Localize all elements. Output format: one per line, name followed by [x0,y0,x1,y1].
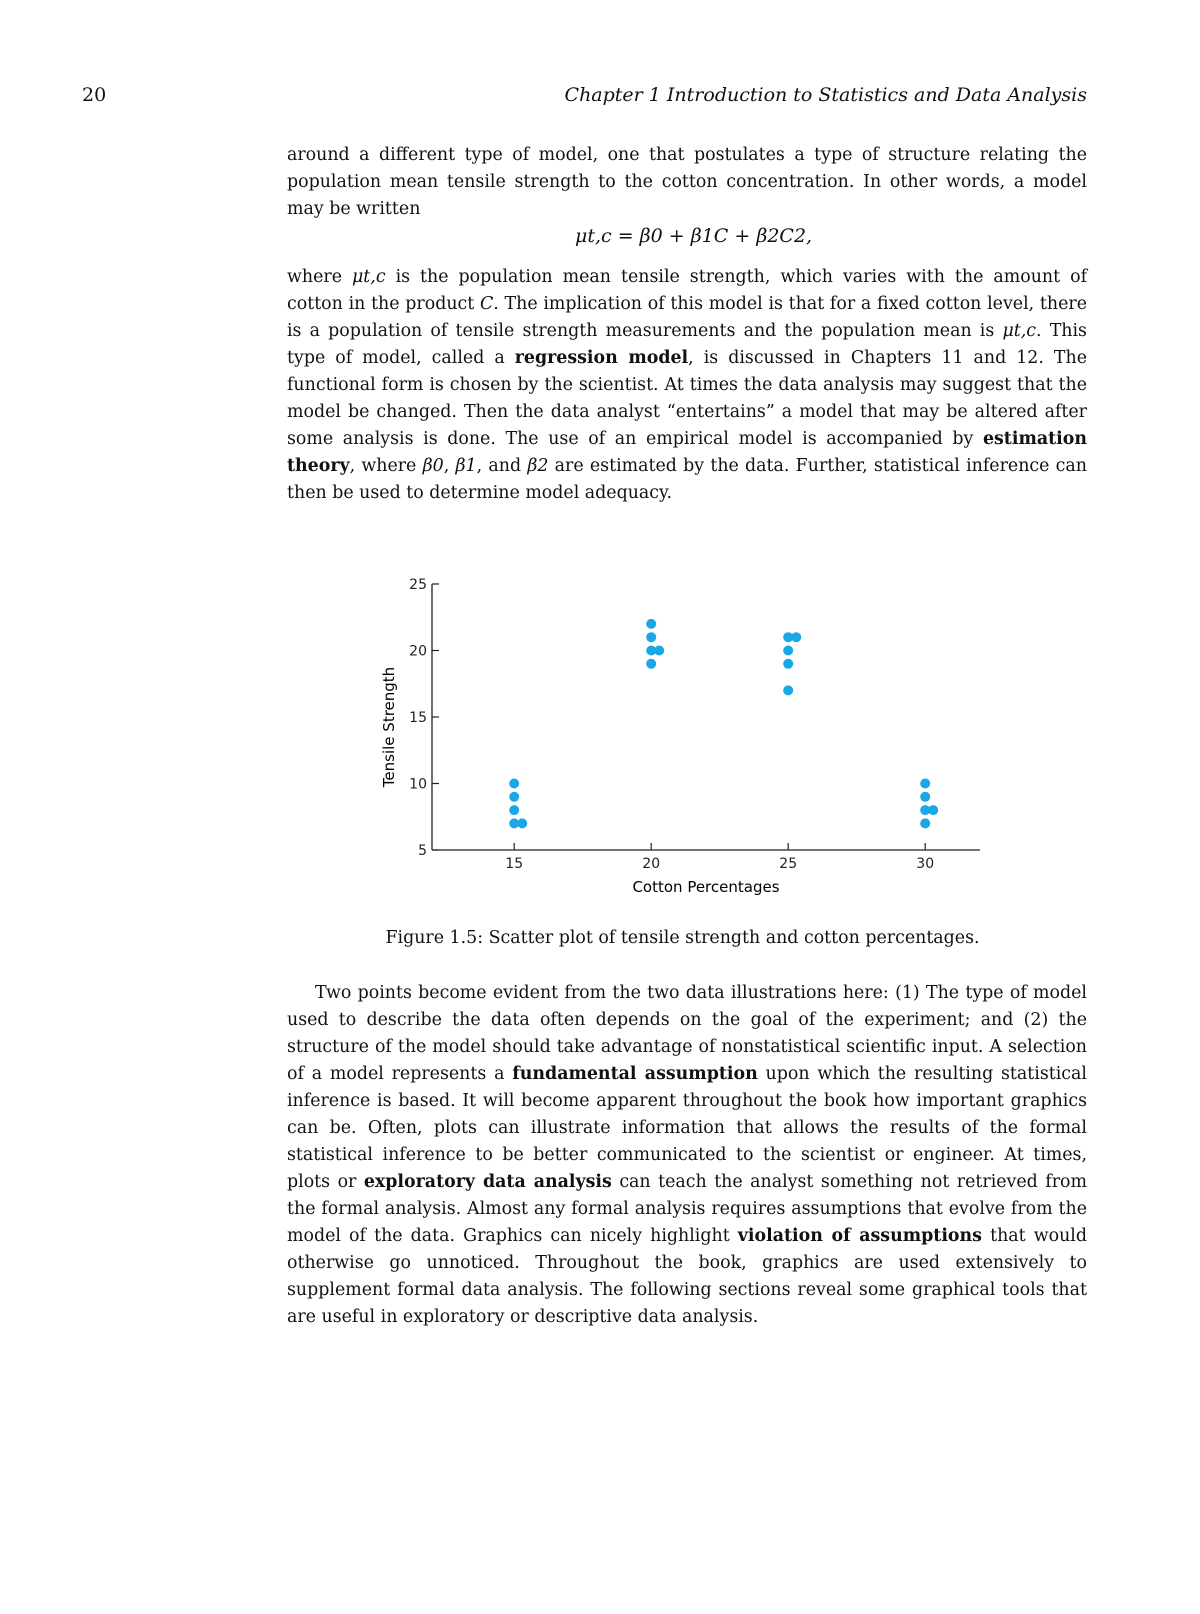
data-point [646,632,656,642]
term-violation-of-assumptions: violation of assumptions [737,1226,982,1246]
y-axis-label: Tensile Strength [380,666,398,788]
scatter-figure [380,570,1000,914]
data-point [791,632,801,642]
data-points [509,619,938,829]
y-tick-label: 25 [409,577,427,593]
p2-text: . The implication of this model is that for a fixed cotton level, there is a population of tensile strength measurements and the population mean is [287,294,1087,341]
y-tick-label: 15 [409,710,427,726]
y-tick-label: 5 [418,843,427,859]
p3-text: upon which the resulting statistical inference is based. It will become apparent throughout the book how important graphics can be. Often, plots can illustrate information that allows the results of the formal statistical inference to be better communicated to the scientist or engineer. At times, plots or [287,1064,1087,1192]
data-point [783,646,793,656]
data-point [783,659,793,669]
x-tick-label: 25 [779,856,798,872]
chapter-title: Chapter 1 Introduction to Statistics and Data Analysis [564,84,1087,106]
paragraph-intro: around a different type of model, one that postulates a type of structure relating the population mean tensile strength to the cotton concentration. In other words, a model may be written [287,145,1087,219]
x-tick-label: 30 [916,856,935,872]
scatter-plot [380,570,1000,910]
term-exploratory-data-analysis: exploratory data analysis [363,1172,612,1192]
math-mu: μt,c [352,267,386,287]
p2-text: , and [476,456,528,476]
p3-text: can teach the analyst something not retrieved from the formal analysis. Almost any formal analysis requires assumptions that evolve from the model of the data. Graphics can nicely highlight [287,1172,1088,1246]
p2-text: , is discussed in Chapters 11 and 12. The functional form is chosen by the scientist. At times the data analysis may suggest that the model be changed. Then the data analyst “entertains” a model that may be altered after some analysis is done. The use of an empirical model is accompanied by [287,348,1087,449]
p2-text: are estimated by the data. Further, statistical inference can then be used to determine model adequacy. [287,456,1087,503]
paragraph-model [287,264,1087,507]
term-fundamental-assumption: fundamental assumption [512,1064,758,1084]
data-point [509,792,519,802]
data-point [920,779,930,789]
p2-text: , [443,456,456,476]
x-tick-label: 20 [642,856,661,872]
y-tick-label: 10 [409,776,427,793]
p2-text: . This type of model, called a [287,321,1087,368]
math-beta0: β0 [422,456,444,476]
axes [409,577,980,872]
math-c: C [479,294,494,314]
x-tick-label: 15 [505,856,524,872]
data-point [920,818,930,828]
data-point [920,792,930,802]
data-point [509,805,519,815]
data-point [654,646,664,656]
data-point [646,659,656,669]
term-estimation-theory: estimation theory [287,429,1087,476]
math-mu: μt,c [1002,321,1037,341]
p2-text: , where [349,456,423,476]
paragraph-points [287,980,1087,1331]
p2-text: where [287,267,352,287]
p3-text: Two points become evident from the two data illustrations here: (1) The type of model used to describe the data often depends on the goal of the experiment; and (2) the structure of the model should take advantage of nonstatistical scientific input. A selection of a model represents a [287,983,1087,1084]
data-point [509,779,519,789]
page-number: 20 [82,84,107,106]
math-beta2: β2 [527,456,549,476]
data-point [928,805,938,815]
data-point [646,619,656,629]
x-axis-label: Cotton Percentages [632,878,780,896]
equation: μt,c = β0 + β1C + β2C2, [575,225,813,247]
data-point [517,818,527,828]
y-tick-label: 20 [409,643,427,660]
p3-text: that would otherwise go unnoticed. Throughout the book, graphics are used extensively to supplement formal data analysis. The following sections reveal some graphical tools that are useful in exploratory or descriptive data analysis. [287,1226,1087,1327]
math-beta1: β1 [455,456,477,476]
p2-text: is the population mean tensile strength, which varies with the amount of cotton in the product [287,267,1088,314]
data-point [783,685,793,695]
term-regression-model: regression model [514,348,689,368]
figure-caption: Figure 1.5: Scatter plot of tensile strength and cotton percentages. [385,928,980,948]
